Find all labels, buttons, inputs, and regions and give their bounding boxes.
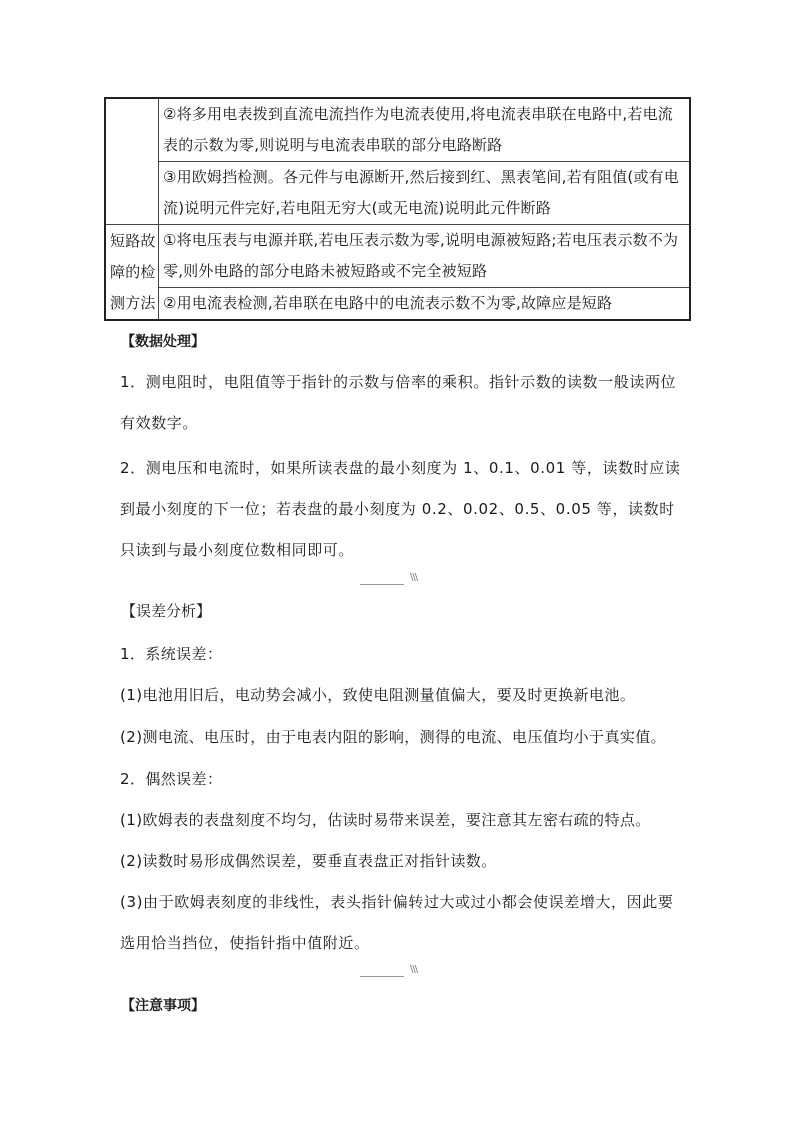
list-item: (2)测电流、电压时，由于电表内阻的影响，测得的电流、电压值均小于真实值。 [120, 728, 667, 746]
table-row [105, 288, 690, 321]
table-row [105, 225, 690, 288]
section-heading-data-processing: 【数据处理】 [121, 334, 205, 350]
list-item: (1)电池用旧后，电动势会减小，致使电阻测量值偏大，要及时更换新电池。 [120, 686, 636, 704]
list-item: (2)读数时易形成偶然误差，要垂直表盘正对指针读数。 [120, 852, 497, 870]
list-item: (1)欧姆表的表盘刻度不均匀，估读时易带来误差，要注意其左密右疏的特点。 [120, 811, 651, 829]
category-line: 短路故 [110, 231, 156, 250]
separator-mark: \\\ [410, 572, 418, 583]
table-cell: ②将多用电表拨到直流电流挡作为电流表使用,将电流表串联在电路中,若电流表的示数为零,则说明与电流表串联的部分电路断路 [159, 98, 691, 162]
table-row [105, 162, 690, 225]
subsection-title: 2．偶然误差： [120, 770, 223, 788]
subsection-title: 1．系统误差： [120, 645, 223, 663]
table-category-cell-empty [105, 98, 159, 225]
paragraph: 2．测电压和电流时，如果所读表盘的最小刻度为 1、0.1、0.01 等，读数时应读到最小刻度的下一位；若表盘的最小刻度为 0.2、0.02、0.5、0.05 等，读数时只读到与最小刻度位数相同即可。 [120, 459, 681, 559]
table-cell: ①将电压表与电源并联,若电压表示数为零,说明电源被短路;若电压表示数不为零,则外电路的部分电路未被短路或不完全被短路 [159, 225, 691, 288]
category-line: 测方法 [110, 293, 156, 312]
section-separator [360, 572, 432, 588]
table-cell: ③用欧姆挡检测。各元件与电源断开,然后接到红、黑表笔间,若有阻值(或有电流)说明元件完好,若电阻无穷大(或无电流)说明此元件断路 [159, 162, 691, 225]
table-row [105, 98, 690, 162]
table-cell: ②用电流表检测,若串联在电路中的电流表示数不为零,故障应是短路 [159, 288, 691, 321]
section-heading-notes: 【注意事项】 [121, 998, 205, 1014]
separator-mark: \\\ [410, 964, 418, 975]
section-heading-error-analysis: 【误差分析】 [121, 602, 212, 620]
table-category-cell [105, 225, 159, 321]
paragraph: (3)由于欧姆表刻度的非线性，表头指针偏转过大或过小都会使误差增大，因此要选用恰当挡位，使指针指中值附近。 [120, 893, 674, 952]
fault-detection-table [104, 97, 691, 321]
section-separator [360, 964, 432, 980]
category-line: 障的检 [110, 262, 156, 281]
paragraph: 1．测电阻时，电阻值等于指针的示数与倍率的乘积。指针示数的读数一般读两位有效数字。 [120, 373, 677, 432]
